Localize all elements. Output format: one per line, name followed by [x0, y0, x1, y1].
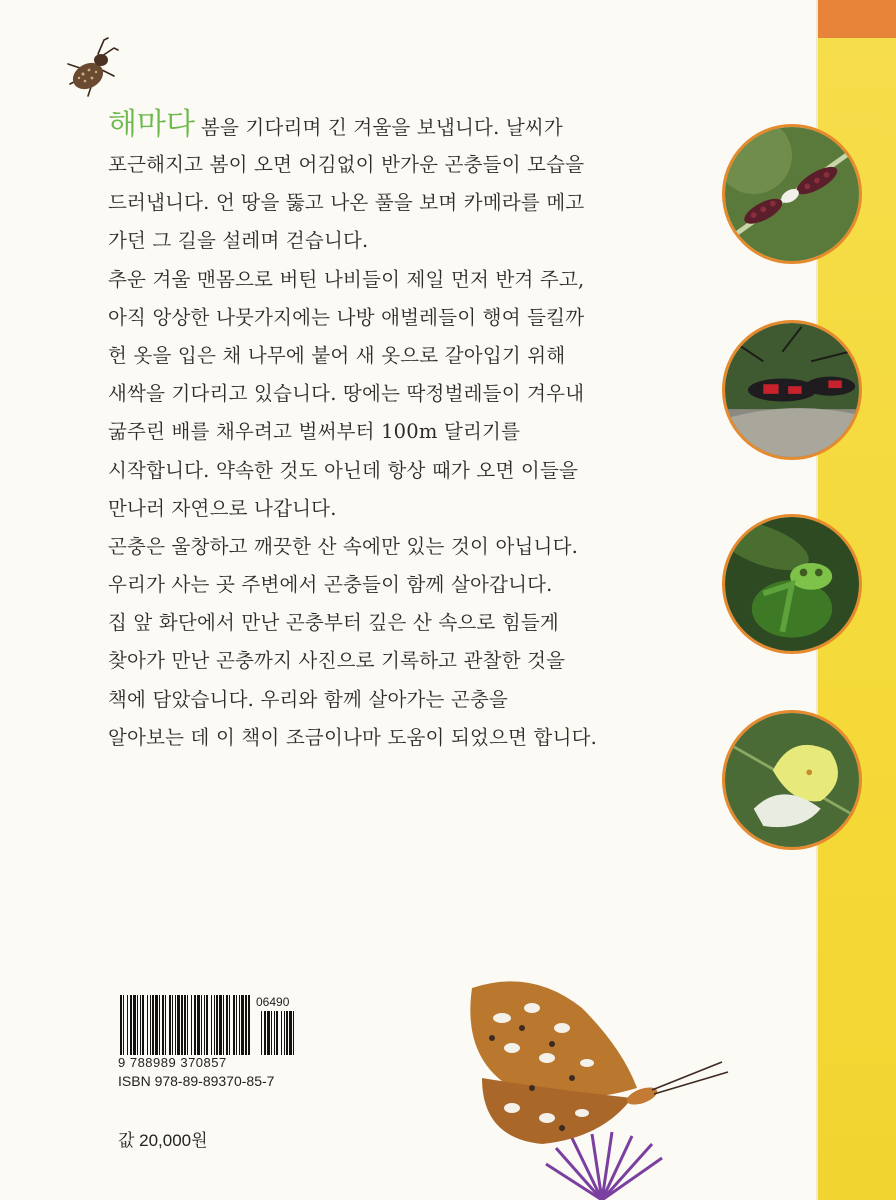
barcode-bar: [177, 995, 180, 1055]
intro-line: 해마다 봄을 기다리며 긴 겨울을 보냅니다. 날씨가: [108, 107, 563, 142]
barcode-bar: [140, 995, 141, 1055]
barcode-bar: [236, 995, 237, 1055]
intro-line: 책에 담았습니다. 우리와 함께 살아가는 곤충을: [108, 687, 509, 711]
barcode-addon-bar: [274, 1011, 275, 1055]
barcode-bar: [194, 995, 196, 1055]
intro-line: 찾아가 만난 곤충까지 사진으로 기록하고 관찰한 것을: [108, 649, 566, 673]
barcode-bar: [175, 995, 176, 1055]
barcode-bar: [181, 995, 183, 1055]
barcode-bar: [239, 995, 240, 1055]
lead-word: 해마다: [108, 107, 195, 142]
barcode-bar: [204, 995, 205, 1055]
orange-band: [818, 0, 896, 38]
barcode-addon-bar: [286, 1011, 288, 1055]
barcode-bar: [155, 995, 158, 1055]
intro-line: 알아보는 데 이 책이 조금이나마 도움이 되었으면 합니다.: [108, 725, 598, 749]
barcode-addon-bar: [281, 1011, 282, 1055]
intro-line: 집 앞 화단에서 만난 곤충부터 깊은 산 속으로 힘들게: [108, 611, 559, 635]
barcode-addon-bar: [289, 1011, 292, 1055]
barcode-bar: [219, 995, 222, 1055]
intro-line: 새싹을 기다리고 있습니다. 땅에는 딱정벌레들이 겨우내: [108, 382, 585, 406]
barcode-bar: [172, 995, 173, 1055]
barcode-bar: [248, 995, 250, 1055]
barcode-addon-number: 06490: [256, 995, 290, 1009]
barcode-bar: [191, 995, 192, 1055]
barcode-bar: [211, 995, 212, 1055]
longhorn-beetle-photo: [722, 320, 862, 460]
intro-line: 곤충은 울창하고 깨끗한 산 속에만 있는 것이 아닙니다.: [108, 534, 579, 558]
intro-line: 포근해지고 봄이 오면 어김없이 반가운 곤충들이 모습을: [108, 153, 585, 176]
barcode-bar: [201, 995, 202, 1055]
barcode-bar: [120, 995, 122, 1055]
intro-line: 만나러 자연으로 나갑니다.: [108, 496, 337, 520]
barcode-bar: [245, 995, 247, 1055]
barcode-bar: [165, 995, 166, 1055]
fritillary-butterfly-illustration: [452, 968, 752, 1200]
intro-line: 드러냅니다. 언 땅을 뚫고 나온 풀을 보며 카메라를 메고: [108, 191, 585, 215]
barcode-addon-bar: [276, 1011, 278, 1055]
barcode-addon-bar: [284, 1011, 285, 1055]
barcode-bar: [223, 995, 224, 1055]
barcode-bar: [187, 995, 188, 1055]
barcode-bar: [147, 995, 148, 1055]
caterpillar-photo: [722, 124, 862, 264]
barcode-bar: [233, 995, 235, 1055]
barcode-addon-bar: [264, 1011, 266, 1055]
barcode-bar: [241, 995, 244, 1055]
intro-line: 아직 앙상한 나뭇가지에는 나방 애벌레들이 행여 들킬까: [108, 305, 585, 329]
barcode-bar: [150, 995, 151, 1055]
intro-line: 가던 그 길을 설레며 걷습니다.: [108, 229, 369, 253]
isbn: ISBN 978-89-89370-85-7: [118, 1073, 275, 1089]
mantis-photo: [722, 514, 862, 654]
barcode-bar: [159, 995, 160, 1055]
barcode-bar: [214, 995, 215, 1055]
barcode-addon-bar: [293, 1011, 294, 1055]
barcode-bar: [162, 995, 164, 1055]
barcode-bar: [137, 995, 138, 1055]
barcode-number: 9 788989 370857: [118, 1055, 227, 1070]
barcode-bar: [169, 995, 171, 1055]
intro-line: 우리가 사는 곳 주변에서 곤충들이 함께 살아갑니다.: [108, 573, 553, 597]
barcode-addon-bar: [271, 1011, 272, 1055]
barcode-bar: [133, 995, 136, 1055]
barcode-addon-bar: [267, 1011, 270, 1055]
barcode-bar: [127, 995, 128, 1055]
intro-line: 굶주린 배를 채우려고 벌써부터 100m 달리기를: [108, 420, 521, 444]
barcode-bar: [130, 995, 132, 1055]
barcode-bar: [142, 995, 144, 1055]
beetle-illustration: [52, 30, 132, 110]
barcode-bar: [216, 995, 218, 1055]
barcode-bar: [197, 995, 200, 1055]
intro-line: 추운 겨울 맨몸으로 버틴 나비들이 제일 먼저 반겨 주고,: [108, 267, 585, 291]
barcode-bar: [152, 995, 154, 1055]
barcode-bar: [123, 995, 124, 1055]
barcode-bar: [206, 995, 208, 1055]
intro-line: 시작합니다. 약속한 것도 아닌데 항상 때가 오면 이들을: [108, 458, 579, 482]
intro-line: 헌 옷을 입은 채 나무에 붙어 새 옷으로 갈아입기 위해: [108, 343, 566, 367]
intro-text: [108, 104, 718, 757]
barcode-bar: [226, 995, 228, 1055]
barcode-addon-bar: [261, 1011, 262, 1055]
barcode-bar: [184, 995, 186, 1055]
barcode-bar: [229, 995, 230, 1055]
price: 값 20,000원: [118, 1131, 208, 1150]
yellow-butterfly-photo: [722, 710, 862, 850]
